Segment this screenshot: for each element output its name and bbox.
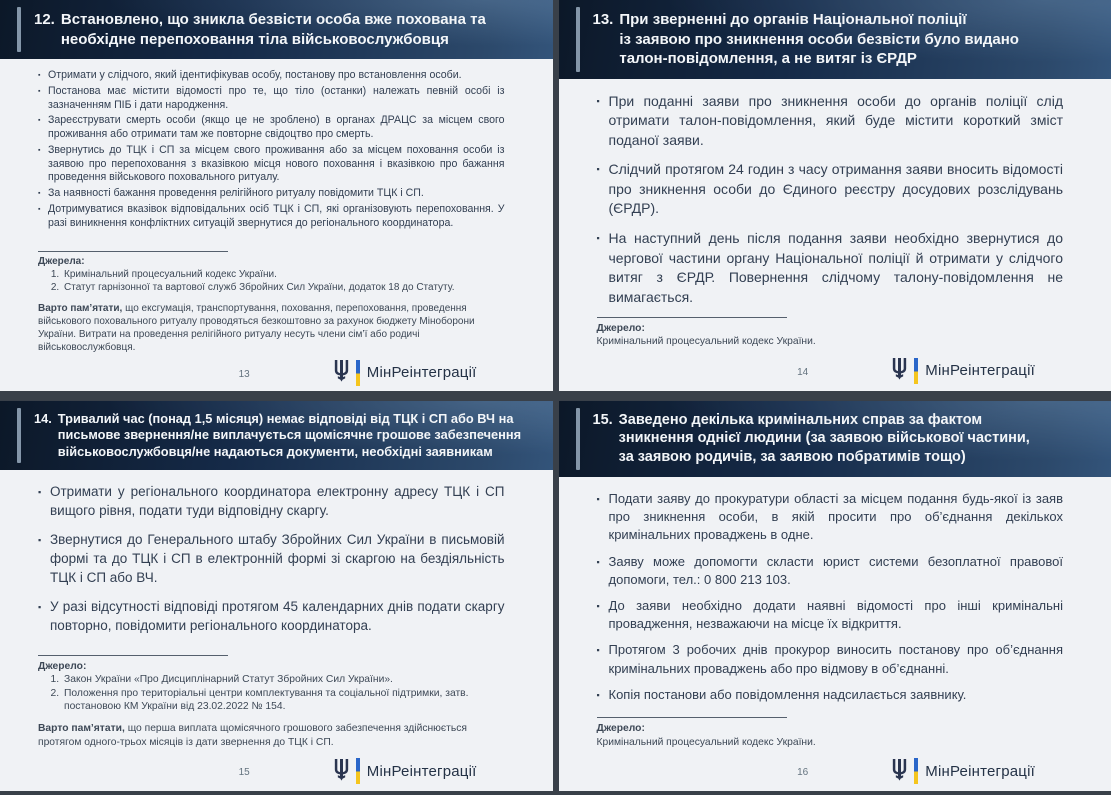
bullet-marker-icon: ▪	[38, 487, 42, 498]
bullet-marker-icon: ▪	[596, 556, 600, 567]
source-label: Джерело:	[38, 660, 87, 672]
note-text: що ексгумація, транспортування, поховання, перепоховання, проведення військового поховального ритуалу проводяться безкоштовно за рахунок бюджету Міноборони України. Витрати на проведення релігійного ритуалу несуть члени сім’ї або родичі військовослужбовця.	[38, 303, 475, 353]
bullet-item: ▪ Звернутися до Генерального штабу Збройних Сил України в письмовій формі та до ТЦК і СП в електронній формі зі скаргою на бездіяльність ТЦК і СП або ВЧ.	[38, 531, 505, 588]
source-item: Кримінальний процесуальний кодекс України.	[596, 336, 816, 348]
source-label: Джерело:	[596, 723, 645, 735]
source-divider-line	[597, 717, 787, 718]
bullet-marker-icon: ▪	[596, 645, 600, 656]
bullet-marker-icon: ▪	[38, 146, 41, 154]
logo-text: МінРеінтеграції	[925, 762, 1035, 780]
bullet-list	[597, 92, 1064, 308]
source-item: Кримінальний процесуальний кодекс України.	[596, 736, 816, 748]
slide-13-body	[559, 79, 1111, 391]
slide-14-body	[0, 470, 553, 791]
slide-14-header	[0, 401, 553, 471]
source-divider-line	[597, 317, 787, 318]
source-label: Джерела:	[38, 255, 85, 267]
bullet-marker-icon: ▪	[596, 600, 600, 611]
minreintegration-logo	[333, 758, 477, 784]
logo-flag-bar	[914, 358, 918, 384]
header-accent-bar	[17, 408, 21, 464]
slide-13-title	[593, 10, 1096, 69]
logo-text: МінРеінтеграції	[366, 762, 477, 780]
minreintegration-logo	[333, 360, 477, 386]
source-item: 2. Положення про територіальні центри комплектування та соціальної підтримки, затв. постановою КМ України від 23.02.2022 № 154.	[62, 687, 482, 714]
slide-12-footer	[38, 359, 505, 389]
trident-icon	[891, 358, 908, 383]
slide-12-header	[0, 0, 553, 59]
slide-12-body	[0, 59, 553, 391]
bullet-item: ▪ Постанова має містити відомості про те, що тіло (останки) належать певній особі із зазначенням ПІБ і дати народження.	[38, 85, 505, 113]
source-block	[597, 311, 1064, 349]
bullet-marker-icon: ▪	[38, 535, 42, 546]
bullet-marker-icon: ▪	[596, 95, 600, 106]
source-list	[38, 269, 505, 295]
slide-14-footer	[38, 753, 505, 787]
note-lead: Варто пам’ятати,	[38, 723, 125, 735]
bullet-item: ▪ Звернутись до ТЦК і СП за місцем свого проживання або за місцем поховання особи із заявою про перепоховання з вказівкою місця нового поховання і вказівкою про бажання проведення військового поховального ритуалу.	[38, 144, 505, 185]
slide-13-footer	[597, 353, 1064, 387]
slide-12	[0, 0, 553, 391]
bullet-item: ▪ На наступний день після подання заяви необхідно звернутися до чергової частини органу Національної поліції й отримати у слідчого витяг з ЄРДР. Повернення слідчому талону-повідомлення не вимагається.	[597, 229, 1064, 307]
page-number: 15	[238, 767, 250, 778]
logo-flag-bar	[356, 360, 360, 386]
page-number: 16	[797, 767, 809, 778]
slide-number: 15.	[592, 411, 613, 428]
slide-title-text: Заведено декілька кримінальних справ за фактом зникнення однієї людини (за заявою військової частини, за заявою родичів, за заявою побратимів тощо)	[618, 411, 1030, 466]
slide-title-text: Встановлено, що зникла безвісти особа вже похована та необхідне перепоховання тіла військовослужбовця	[60, 11, 486, 48]
slide-number: 13.	[592, 11, 614, 28]
logo-flag-bar	[356, 758, 360, 784]
logo-flag-bar	[914, 758, 918, 784]
note-lead: Варто пам’ятати,	[38, 303, 123, 315]
slide-15-body	[559, 477, 1111, 791]
source-block	[38, 649, 505, 749]
header-accent-bar	[17, 7, 21, 52]
slide-14-title	[34, 411, 537, 461]
source-block	[38, 245, 505, 355]
slide-13	[559, 0, 1111, 391]
logo-text: МінРеінтеграції	[925, 362, 1035, 379]
bullet-item: ▪ Заяву може допомогти скласти юрист системи безоплатної правової допомоги, тел.: 0 800 213 103.	[597, 553, 1064, 589]
note-text: що перша виплата щомісячного грошового забезпечення здійснюється протягом одного-трьох місяців із дати звернення до ТЦК і СП.	[38, 723, 467, 748]
page-number: 14	[797, 366, 809, 378]
bullet-list	[38, 69, 505, 230]
source-divider-line	[38, 655, 228, 656]
bullet-marker-icon: ▪	[596, 689, 600, 700]
bullet-item: ▪ Зареєструвати смерть особи (якщо це не зроблено) в органах ДРАЦС за місцем свого проживання або отримати там же повторне свідоцтво про смерть.	[38, 114, 505, 142]
bullet-marker-icon: ▪	[38, 601, 42, 612]
bullet-item: ▪ Дотримуватися вказівок відповідальних осіб ТЦК і СП, які організовують перепоховання. У разі виникнення конфліктних ситуацій звернутися до регіонального координатора.	[38, 203, 505, 231]
slide-12-title	[34, 10, 537, 49]
bullet-item: ▪ Копія постанови або повідомлення надсилається заявнику.	[597, 686, 1064, 704]
slide-14	[0, 401, 553, 792]
bullet-marker-icon: ▪	[38, 117, 41, 125]
page-number: 13	[238, 368, 250, 380]
header-accent-bar	[576, 7, 580, 72]
slide-15-header	[559, 401, 1111, 478]
trident-icon	[891, 759, 908, 784]
bullet-marker-icon: ▪	[596, 233, 600, 244]
slide-title-text: Тривалий час (понад 1,5 місяця) немає відповіді від ТЦК і СП або ВЧ на письмове звернення/не виплачується щомісячне грошове забезпечення військовослужбовця/не надаються документи, необхідні заявникам	[57, 410, 522, 459]
source-item: 1. Закон України «Про Дисциплінарний Статут Збройних Сил України».	[62, 673, 482, 686]
bullet-marker-icon: ▪	[38, 205, 41, 213]
bullet-list	[597, 490, 1064, 704]
slide-13-header	[559, 0, 1111, 79]
bullet-item: ▪ Слідчий протягом 24 годин з часу отримання заяви вносить відомості про зникнення особи до Єдиного реєстру досудових розслідувань (ЄРДР).	[597, 160, 1064, 219]
trident-icon	[333, 759, 350, 784]
minreintegration-logo	[891, 358, 1035, 384]
bullet-item: ▪ До заяви необхідно додати наявні відомості про інші кримінальні провадження, незважаючи на місце їх відкриття.	[597, 597, 1064, 633]
bullet-marker-icon: ▪	[596, 494, 600, 505]
bullet-item: ▪ Протягом 3 робочих днів прокурор виносить постанову про об’єднання кримінальних проваджень або про відмову в об’єднанні.	[597, 641, 1064, 677]
bullet-item: ▪ При поданні заяви про зникнення особи до органів поліції слід отримати талон-повідомлення, який буде містити короткий зміст поданої заяви.	[597, 92, 1064, 151]
source-label: Джерело:	[596, 322, 645, 334]
source-item: 2. Статут гарнізонної та вартової служб Збройних Сил України, додаток 18 до Статуту.	[62, 282, 482, 295]
bullet-marker-icon: ▪	[38, 87, 41, 95]
source-block	[597, 711, 1064, 749]
slide-number: 14.	[34, 410, 52, 426]
note-paragraph	[38, 303, 505, 354]
bullet-item: ▪ За наявності бажання проведення релігійного ритуалу повідомити ТЦК і СП.	[38, 187, 505, 201]
bullet-item: ▪ Подати заяву до прокуратури області за місцем подання будь-якої із заяв про зникнення особи, в якій просити про об’єднання декількох кримінальних проваджень в одне.	[597, 490, 1064, 545]
trident-icon	[333, 360, 350, 385]
source-divider-line	[38, 251, 228, 252]
slide-number: 12.	[34, 11, 55, 28]
slide-15-footer	[597, 753, 1064, 787]
logo-text: МінРеінтеграції	[366, 364, 477, 381]
bullet-item: ▪ Отримати у слідчого, який ідентифікував особу, постанову про встановлення особи.	[38, 69, 505, 83]
minreintegration-logo	[891, 758, 1035, 784]
bullet-item: ▪ Отримати у регіонального координатора електронну адресу ТЦК і СП вищого рівня, подати туди відповідну скаргу.	[38, 483, 505, 521]
bullet-item: ▪ У разі відсутності відповіді протягом 45 календарних днів подати скаргу повторно, повідомити регіонального координатора.	[38, 598, 505, 636]
bullet-marker-icon: ▪	[38, 190, 41, 198]
note-paragraph	[38, 722, 505, 749]
bullet-list	[38, 483, 505, 635]
slide-15-title	[593, 411, 1096, 468]
bullet-marker-icon: ▪	[38, 72, 41, 79]
header-accent-bar	[576, 408, 580, 471]
bullet-marker-icon: ▪	[596, 164, 600, 175]
source-list	[38, 673, 505, 713]
slide-title-text: При зверненні до органів Національної поліції із заявою про зникнення особи безвісти було видано талон-повідомлення, а не витяг із ЄРДР	[619, 11, 1019, 67]
source-item: 1. Кримінальний процесуальний кодекс України.	[62, 269, 482, 282]
slide-15	[559, 401, 1111, 792]
